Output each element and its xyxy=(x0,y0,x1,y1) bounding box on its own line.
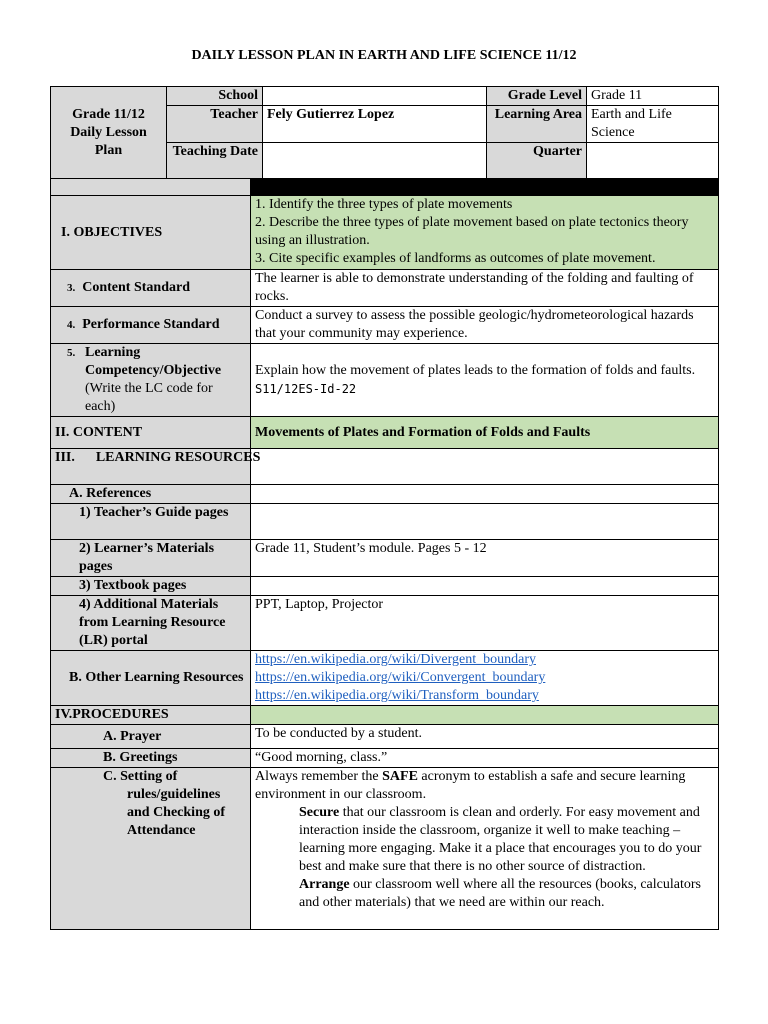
rules-label: C. Setting of rules/guidelines and Checking of Attendance xyxy=(51,768,251,930)
lc-code: S11/12ES-Id-22 xyxy=(255,381,357,396)
objective-item: 3. Cite specific examples of landforms as outcomes of plate movement. xyxy=(255,251,656,266)
rules-value xyxy=(251,768,719,930)
prayer-value: To be conducted by a student. xyxy=(251,725,719,749)
page-title: DAILY LESSON PLAN IN EARTH AND LIFE SCIENCE 11/12 xyxy=(191,48,577,63)
resources-value xyxy=(251,449,719,485)
content-value: Movements of Plates and Formation of Folds and Faults xyxy=(251,417,719,449)
learning-area-label: Learning Area xyxy=(487,106,587,143)
plan-label: Grade 11/12 Daily Lesson Plan xyxy=(51,87,167,179)
greetings-value: “Good morning, class.” xyxy=(251,749,719,768)
other-resources-links xyxy=(251,651,719,706)
teacher-value: Fely Gutierrez Lopez xyxy=(263,106,487,143)
blank-left-cell xyxy=(51,179,251,196)
objective-item: 2. Describe the three types of plate movement based on plate tectonics theory using an illustration. xyxy=(255,215,689,248)
safe-intro: Always remember the SAFE acronym to establish a safe and secure learning environment in our classroom. xyxy=(255,769,686,802)
content-standard-label: 3. Content Standard xyxy=(51,270,251,307)
references-label: A. References xyxy=(51,485,251,504)
transform-boundary-link[interactable]: https://en.wikipedia.org/wiki/Transform_boundary xyxy=(255,688,539,703)
additional-materials-label: 4) Additional Materials from Learning Resource (LR) portal xyxy=(51,596,251,651)
resources-label: III. LEARNING RESOURCES xyxy=(51,449,251,485)
header-table xyxy=(50,86,719,179)
objective-item: 1. Identify the three types of plate movements xyxy=(255,197,513,212)
learning-competency-value: Explain how the movement of plates leads to the formation of folds and faults. S11/12ES-Id-22 xyxy=(251,344,719,417)
divergent-boundary-link[interactable]: https://en.wikipedia.org/wiki/Divergent_boundary xyxy=(255,652,536,667)
additional-materials-value: PPT, Laptop, Projector xyxy=(251,596,719,651)
school-label: School xyxy=(167,87,263,106)
teachers-guide-label: 1) Teacher’s Guide pages xyxy=(51,504,251,540)
teacher-label: Teacher xyxy=(167,106,263,143)
prayer-label: A. Prayer xyxy=(51,725,251,749)
content-label: II. CONTENT xyxy=(51,417,251,449)
black-header-cell xyxy=(251,179,719,196)
learners-materials-value: Grade 11, Student’s module. Pages 5 - 12 xyxy=(251,540,719,577)
textbook-value xyxy=(251,577,719,596)
procedures-value xyxy=(251,706,719,725)
objectives-list xyxy=(251,196,719,270)
performance-standard-value: Conduct a survey to assess the possible geologic/hydrometeorological hazards that your community may experience. xyxy=(251,307,719,344)
greetings-label: B. Greetings xyxy=(51,749,251,768)
content-standard-value: The learner is able to demonstrate understanding of the folding and faulting of rocks. xyxy=(251,270,719,307)
convergent-boundary-link[interactable]: https://en.wikipedia.org/wiki/Convergent_boundary xyxy=(255,670,546,685)
other-resources-label: B. Other Learning Resources xyxy=(51,651,251,706)
secure-paragraph: Secure that our classroom is clean and orderly. For easy movement and interaction inside the classroom, organize it well to make teaching –learning more engaging. Make it a place that encourages you to do your best and make sure that there is no other source of distraction. xyxy=(299,805,702,874)
lesson-table xyxy=(50,178,719,930)
arrange-paragraph: Arrange our classroom well where all the resources (books, calculators and other materials) that we need are within our reach. xyxy=(299,877,701,910)
references-value xyxy=(251,485,719,504)
school-value xyxy=(263,87,487,106)
grade-level-value: Grade 11 xyxy=(587,87,719,106)
grade-level-label: Grade Level xyxy=(487,87,587,106)
learners-materials-label: 2) Learner’s Materials pages xyxy=(51,540,251,577)
learning-competency-label: 5. Learning Competency/Objective (Write the LC code for each) xyxy=(51,344,251,417)
procedures-label: IV.PROCEDURES xyxy=(51,706,251,725)
teaching-date-label: Teaching Date xyxy=(167,143,263,179)
learning-area-value: Earth and Life Science xyxy=(587,106,719,143)
quarter-label: Quarter xyxy=(487,143,587,179)
lc-note: (Write the LC code for each) xyxy=(85,381,213,414)
teachers-guide-value xyxy=(251,504,719,540)
teaching-date-value xyxy=(263,143,487,179)
objectives-label: I. OBJECTIVES xyxy=(51,196,251,270)
quarter-value xyxy=(587,143,719,179)
performance-standard-label: 4. Performance Standard xyxy=(51,307,251,344)
textbook-label: 3) Textbook pages xyxy=(51,577,251,596)
